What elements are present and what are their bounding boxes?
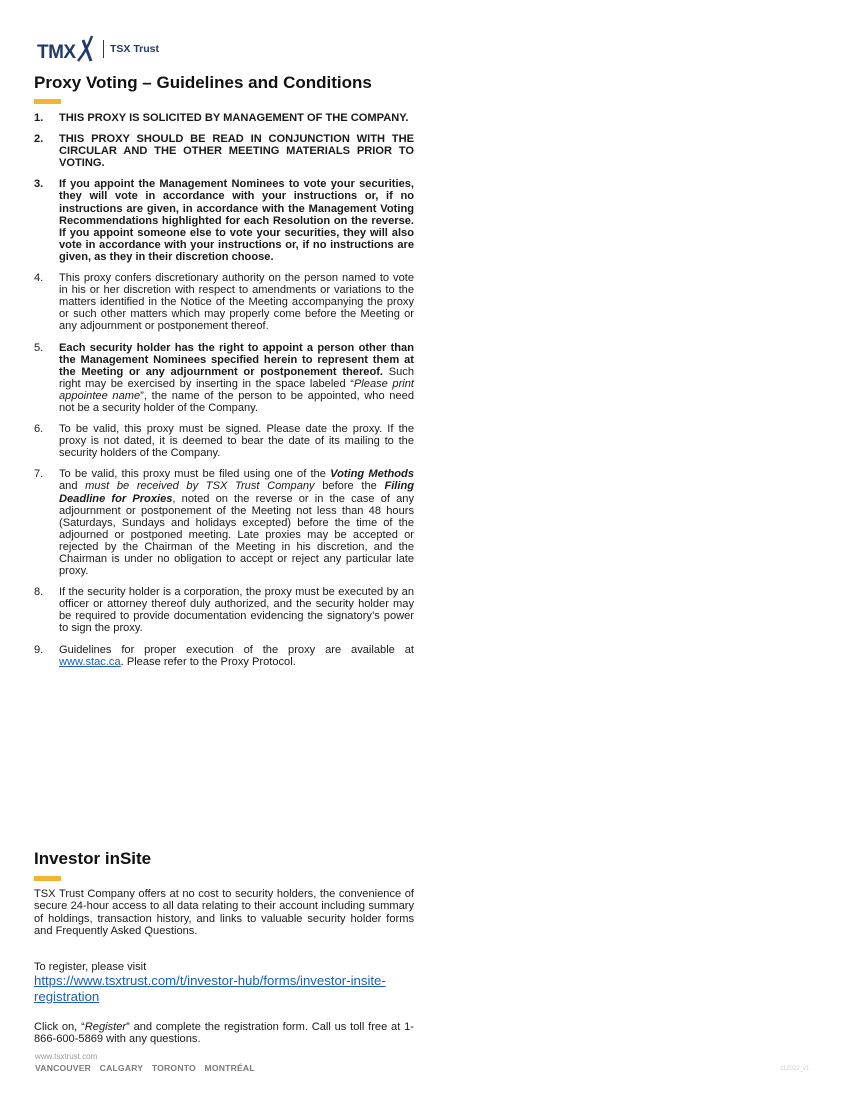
title-accent-bar	[34, 876, 61, 881]
register-link[interactable]: https://www.tsxtrust.com/t/investor-hub/forms/investor-insite-registration	[34, 973, 386, 1004]
form-code: 112022_v1	[780, 1066, 810, 1072]
list-item: 4. This proxy confers discretionary authority on the person named to vote in his or her discretion with respect to amendments or variations to the matters identified in the Notice of the Meeting accompanying the proxy or such other matters which may properly come before the Meeting or any adjournment or postponement thereof.	[34, 272, 414, 333]
brand-name: TSX Trust	[110, 43, 160, 55]
title-accent-bar	[34, 99, 61, 104]
company-logo	[37, 34, 159, 64]
register-block	[34, 961, 414, 1004]
list-item: 3. If you appoint the Management Nominees to vote your securities, they will vote in accordance with your instructions or, if no instructions are given, in accordance with the Management Voting Recommendations highlighted for each Resolution on the reverse. If you appoint someone else to vote your securities, they will also vote in accordance with your instructions or, if no instructions are given, as they in their discretion choose.	[34, 178, 414, 263]
footer-cities	[35, 1063, 261, 1073]
tmx-logo-icon	[37, 34, 101, 64]
register-prompt: To register, please visit	[34, 961, 147, 973]
list-item: 1. THIS PROXY IS SOLICITED BY MANAGEMENT OF THE COMPANY.	[34, 112, 409, 124]
section-title-insite: Investor inSite	[34, 849, 152, 868]
city-label: TORONTO	[151, 1063, 196, 1073]
footer-url: www.tsxtrust.com	[35, 1052, 98, 1061]
guidelines-list	[34, 112, 414, 677]
city-label: CALGARY	[99, 1063, 144, 1073]
section-title-proxy: Proxy Voting – Guidelines and Conditions	[34, 73, 372, 92]
list-item: 8. If the security holder is a corporation, the proxy must be executed by an officer or attorney thereof duly authorized, and the security holder may be required to provide documentation evidencing the signatory’s power to sign the proxy.	[34, 586, 414, 635]
list-item: 2. THIS PROXY SHOULD BE READ IN CONJUNCTION WITH THE CIRCULAR AND THE OTHER MEETING MATERIALS PRIOR TO VOTING.	[34, 133, 414, 170]
stac-link[interactable]: www.stac.ca	[59, 655, 121, 668]
register-instructions: Click on, “Register” and complete the registration form. Call us toll free at 1-866-600-5869 with any questions.	[34, 1021, 414, 1046]
list-item: 6. To be valid, this proxy must be signed. Please date the proxy. If the proxy is not dated, it is deemed to bear the date of its mailing to the security holders of the Company.	[34, 423, 414, 460]
svg-text:TMX: TMX	[37, 42, 76, 63]
list-item: 5. Each security holder has the right to appoint a person other than the Management Nominees specified herein to represent them at the Meeting or any adjournment or postponement thereof. Such right may be exercised by inserting in the space labeled “Please print appointee name”, the name of the person to be appointed, who need not be a security holder of the Company.	[34, 341, 414, 414]
list-item: 7. To be valid, this proxy must be filed using one of the Voting Methods and must be received by TSX Trust Company before the Filing Deadline for Proxies, noted on the reverse or in the case of any adjournment or postponement of the Meeting not less than 48 hours (Saturdays, Sundays and holidays excepted) before the time of the adjourned or postponed meeting. Late proxies may be accepted or rejected by the Chairman of the Meeting in his discretion, and the Chairman is under no obligation to accept or reject any particular late proxy.	[34, 468, 415, 578]
city-label: VANCOUVER	[35, 1063, 92, 1073]
city-label: MONTRÉAL	[204, 1063, 255, 1073]
insite-description: TSX Trust Company offers at no cost to security holders, the convenience of secure 24-hour access to all data relating to their account including summary of holdings, transaction history, and links to valuable security holder forms and Frequently Asked Questions.	[34, 888, 414, 937]
logo-divider	[103, 40, 104, 58]
list-item: 9. Guidelines for proper execution of the proxy are available at www.stac.ca. Please refer to the Proxy Protocol.	[34, 643, 414, 668]
